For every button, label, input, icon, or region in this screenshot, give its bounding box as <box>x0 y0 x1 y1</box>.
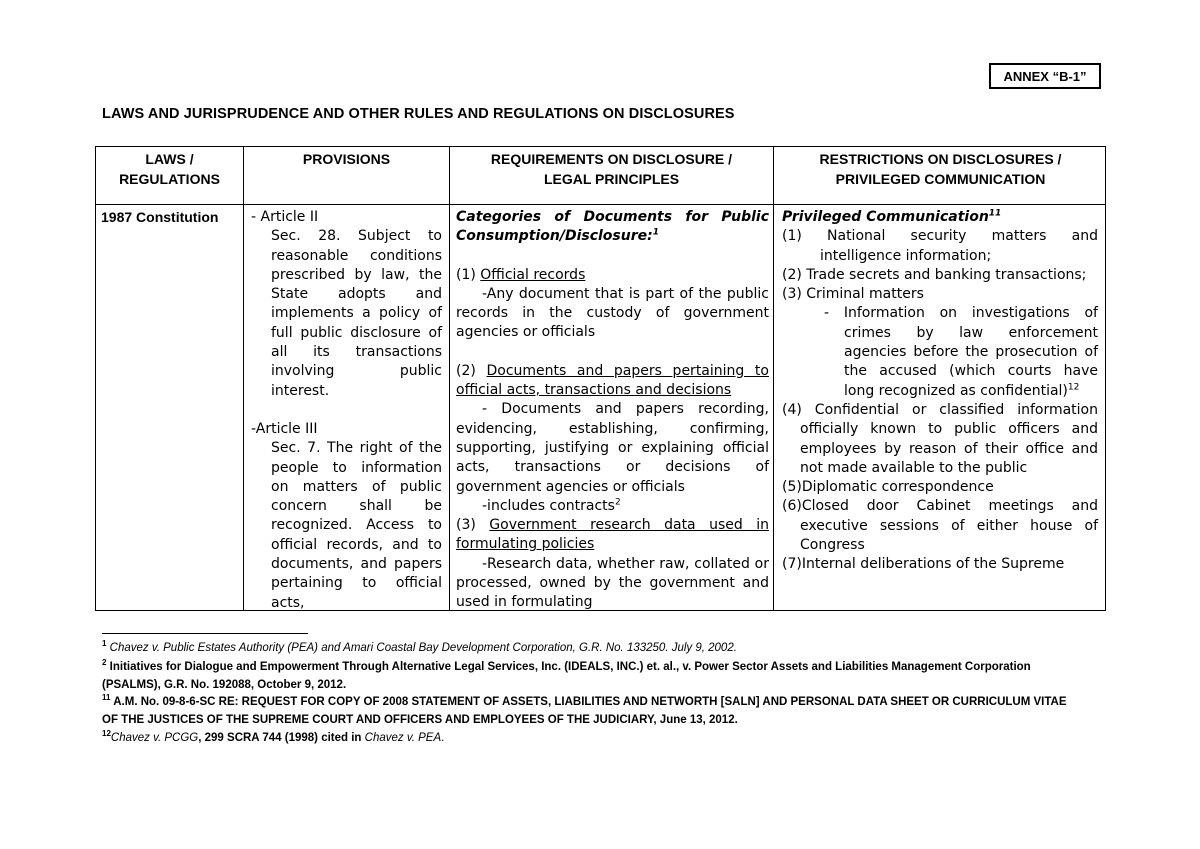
category-1: (1) Official records <box>456 266 586 283</box>
restriction-7: (7)Internal deliberations of the Supreme <box>782 556 1065 573</box>
restriction-3a: - Information on investigations of crimes by law enforcement agencies before the prosecution of the accused (which courts have long recognized as confidential)$^{12}$ <box>824 305 1098 399</box>
categories-heading: Categories of Documents for Public Consumption/Disclosure:$^1$ <box>456 209 769 245</box>
annex-label: ANNEX “B-1” <box>989 63 1101 89</box>
law-name: 1987 Constitution <box>101 209 219 225</box>
restriction-6: (6)Closed door Cabinet meetings and executive sessions of either house of Congress <box>782 498 1098 554</box>
header-provisions: PROVISIONS <box>302 151 391 167</box>
privileged-heading: Privileged Communication$^{11}$ <box>782 208 1002 225</box>
document-title: LAWS AND JURISPRUDENCE AND OTHER RULES AND REGULATIONS ON DISCLOSURES <box>102 106 735 122</box>
footnote-2: $^2$ Initiatives for Dialogue and Empowerment Through Alternative Legal Services, Inc. (IDEALS, INC.) et. al., v. Power Sector Assets and Liabilities Management Corporation (PSALMS), G.R. No. 192088, October 9, 2012. <box>102 658 1031 691</box>
footnote-11: $^{11}$ A.M. No. 09-8-6-SC RE: REQUEST FOR COPY OF 2008 STATEMENT OF ASSETS, LIABILITIES AND NETWORTH [SALN] AND PERSONAL DATA SHEET OR CURRICULUM VITAE OF THE JUSTICES OF THE SUPREME COURT AND OFFICERS AND EMPLOYEES OF THE JUDICIARY, June 13, 2012. <box>102 693 1067 726</box>
footnote-12: $^{12}$Chavez v. PCGG, 299 SCRA 744 (1998) cited in Chavez v. PEA. <box>102 729 445 744</box>
footnote-rule <box>102 633 308 634</box>
footnote-1: $^1$ Chavez v. Public Estates Authority (PEA) and Amari Coastal Bay Development Corporation, G.R. No. 133250. July 9, 2002. <box>102 639 737 654</box>
provisions-cell <box>251 208 442 611</box>
header-restrictions: RESTRICTIONS ON DISCLOSURES / PRIVILEGED COMMUNICATION <box>819 151 1062 187</box>
article-iii-label: -Article III <box>251 420 318 437</box>
header-requirements: REQUIREMENTS ON DISCLOSURE / LEGAL PRINCIPLES <box>490 151 733 187</box>
article-ii-label: - Article II <box>251 209 319 225</box>
category-3: (3) Government research data used in formulating policies <box>456 517 769 553</box>
disclosure-table <box>95 146 1106 611</box>
category-2: (2) Documents and papers pertaining to official acts, transactions and decisions <box>456 362 769 399</box>
sec-28-text: Sec. 28. Subject to reasonable conditions prescribed by law, the State adopts and implements a policy of full public disclosure of all its transactions involving public interest. <box>271 228 442 399</box>
header-divider <box>96 204 1105 205</box>
category-3-desc: -Research data, whether raw, collated or processed, owned by the government and used in formulating <box>456 555 769 611</box>
restriction-2: (2) Trade secrets and banking transactions; <box>782 266 1087 283</box>
category-2-desc: - Documents and papers recording, evidencing, establishing, confirming, supporting, justifying or explaining official acts, transactions or decisions of government agencies or officials <box>456 401 769 495</box>
restrictions-cell <box>782 208 1098 575</box>
restriction-4: (4) Confidential or classified information officially known to public officers and employees by reason of their office and not made available to the public <box>782 401 1098 476</box>
header-laws: LAWS / REGULATIONS <box>119 151 220 187</box>
column-divider <box>243 147 244 610</box>
requirements-cell <box>456 208 769 611</box>
restriction-3: (3) Criminal matters <box>782 286 924 303</box>
category-1-desc: -Any document that is part of the public records in the custody of government agencies or officials <box>456 285 769 341</box>
sec-7-text: Sec. 7. The right of the people to information on matters of public concern shall be recognized. Access to official records, and to documents, and papers pertaining to official acts, <box>271 440 442 611</box>
category-2-note: -includes contracts$^2$ <box>482 497 621 514</box>
restriction-1: (1) National security matters and intelligence information; <box>782 228 1098 264</box>
column-divider <box>773 147 774 610</box>
restriction-5: (5)Diplomatic correspondence <box>782 479 994 496</box>
column-divider <box>449 147 450 610</box>
